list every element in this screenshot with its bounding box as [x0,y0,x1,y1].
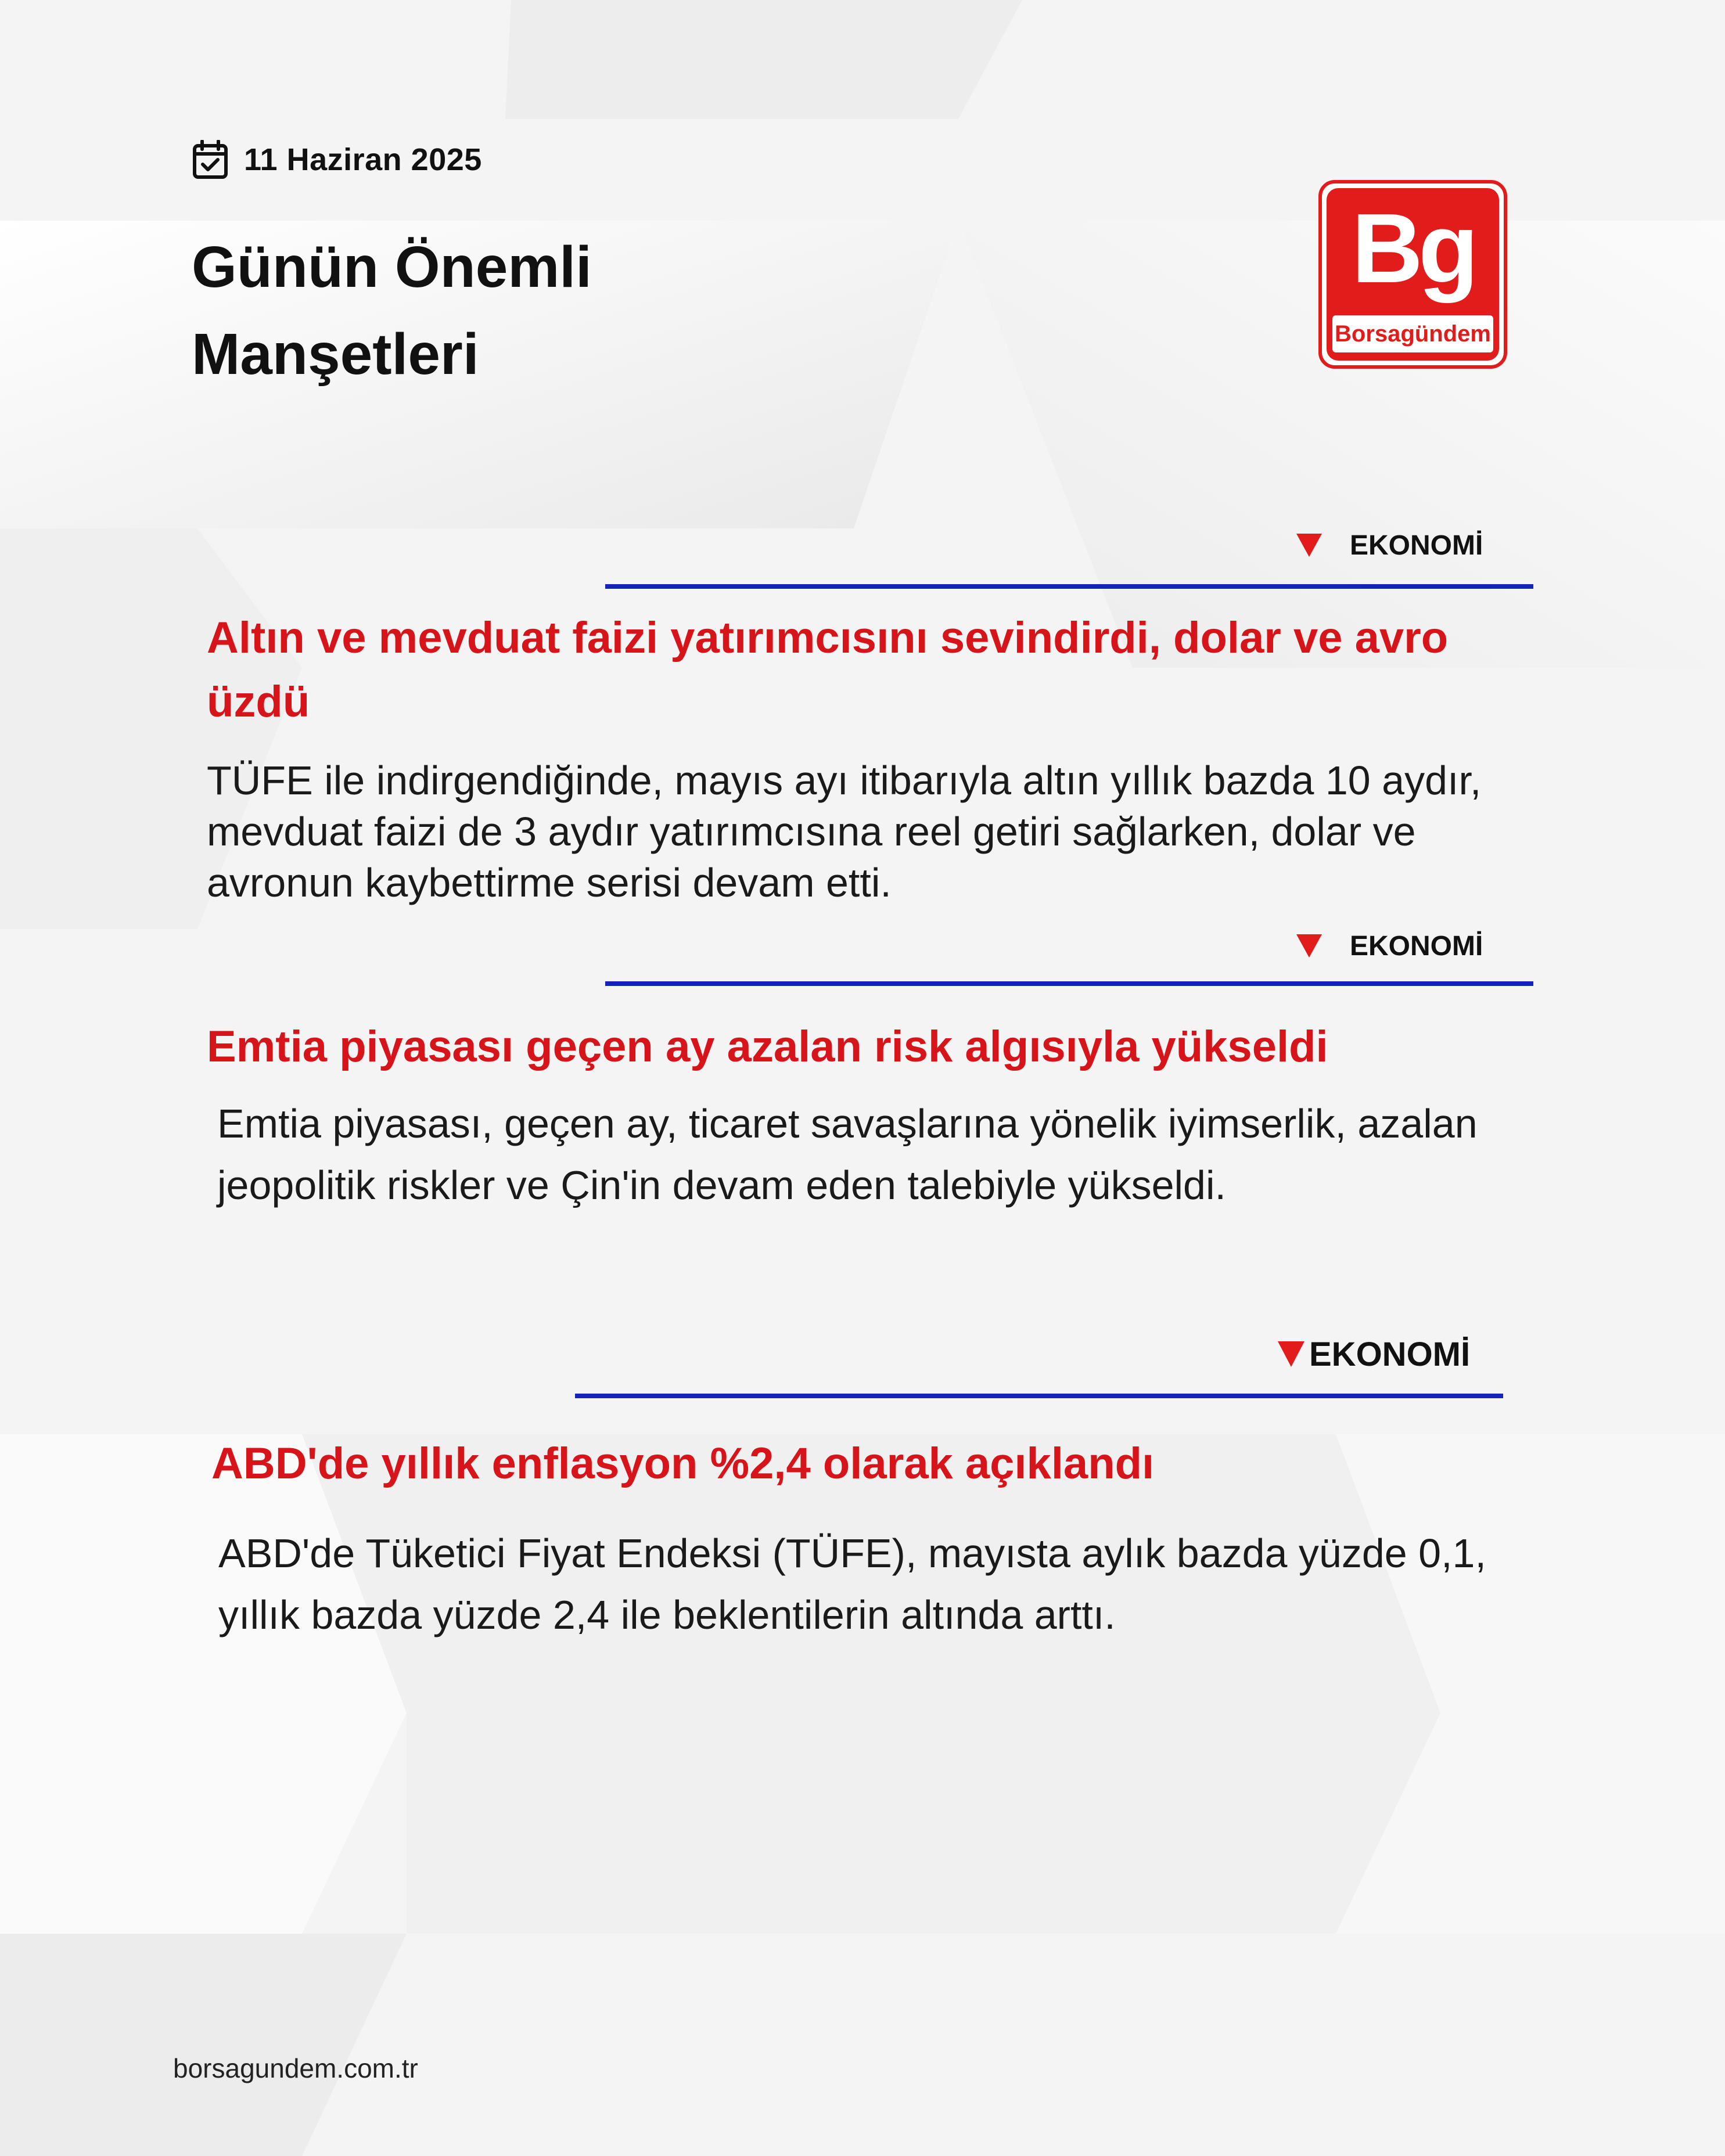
logo-label: Borsagündem [1332,315,1493,352]
news-headline[interactable]: Emtia piyasası geçen ay azalan risk algısıyla yükseldi [207,1022,1328,1071]
logo-letters: Bg [1352,193,1474,304]
section-divider [575,1394,1503,1398]
section-divider [605,981,1533,986]
triangle-down-icon [1296,934,1322,958]
page-title [192,224,714,398]
triangle-down-icon [1296,534,1322,557]
triangle-down-icon [1278,1341,1304,1367]
date-row [192,139,482,180]
date-label: 11 Haziran 2025 [244,142,482,177]
category-tag [1296,926,1483,966]
news-body: TÜFE ile indirgendiğinde, mayıs ayı itibarıyla altın yıllık bazda 10 aydır, mevduat faizi de 3 aydır yatırımcısına reel getiri sağlarken, dolar ve avronun kaybettirme serisi devam etti. [207,758,1482,905]
news-body: Emtia piyasası, geçen ay, ticaret savaşlarına yönelik iyimserlik, azalan jeopolitik riskler ve Çin'in devam eden talebiyle yükseldi. [217,1101,1478,1208]
footer-url[interactable]: borsagundem.com.tr [173,2053,418,2083]
page-title-line1: Günün Önemli [192,235,592,300]
page-title-line2: Manşetleri [192,322,479,387]
brand-logo [1318,180,1507,369]
category-tag [1296,525,1483,566]
news-headline[interactable]: Altın ve mevduat faizi yatırımcısını sevindirdi, dolar ve avro üzdü [207,613,1449,726]
category-label: EKONOMİ [1309,1335,1471,1373]
section-divider [605,584,1533,589]
news-headline[interactable]: ABD'de yıllık enflasyon %2,4 olarak açıklandı [211,1439,1155,1488]
category-label: EKONOMİ [1350,930,1483,962]
category-tag [1278,1331,1470,1377]
calendar-check-icon [192,140,229,179]
news-body: ABD'de Tüketici Fiyat Endeksi (TÜFE), mayısta aylık bazda yüzde 0,1, yıllık bazda yüzde 2,4 ile beklentilerin altında arttı. [218,1531,1486,1637]
category-label: EKONOMİ [1350,530,1483,561]
